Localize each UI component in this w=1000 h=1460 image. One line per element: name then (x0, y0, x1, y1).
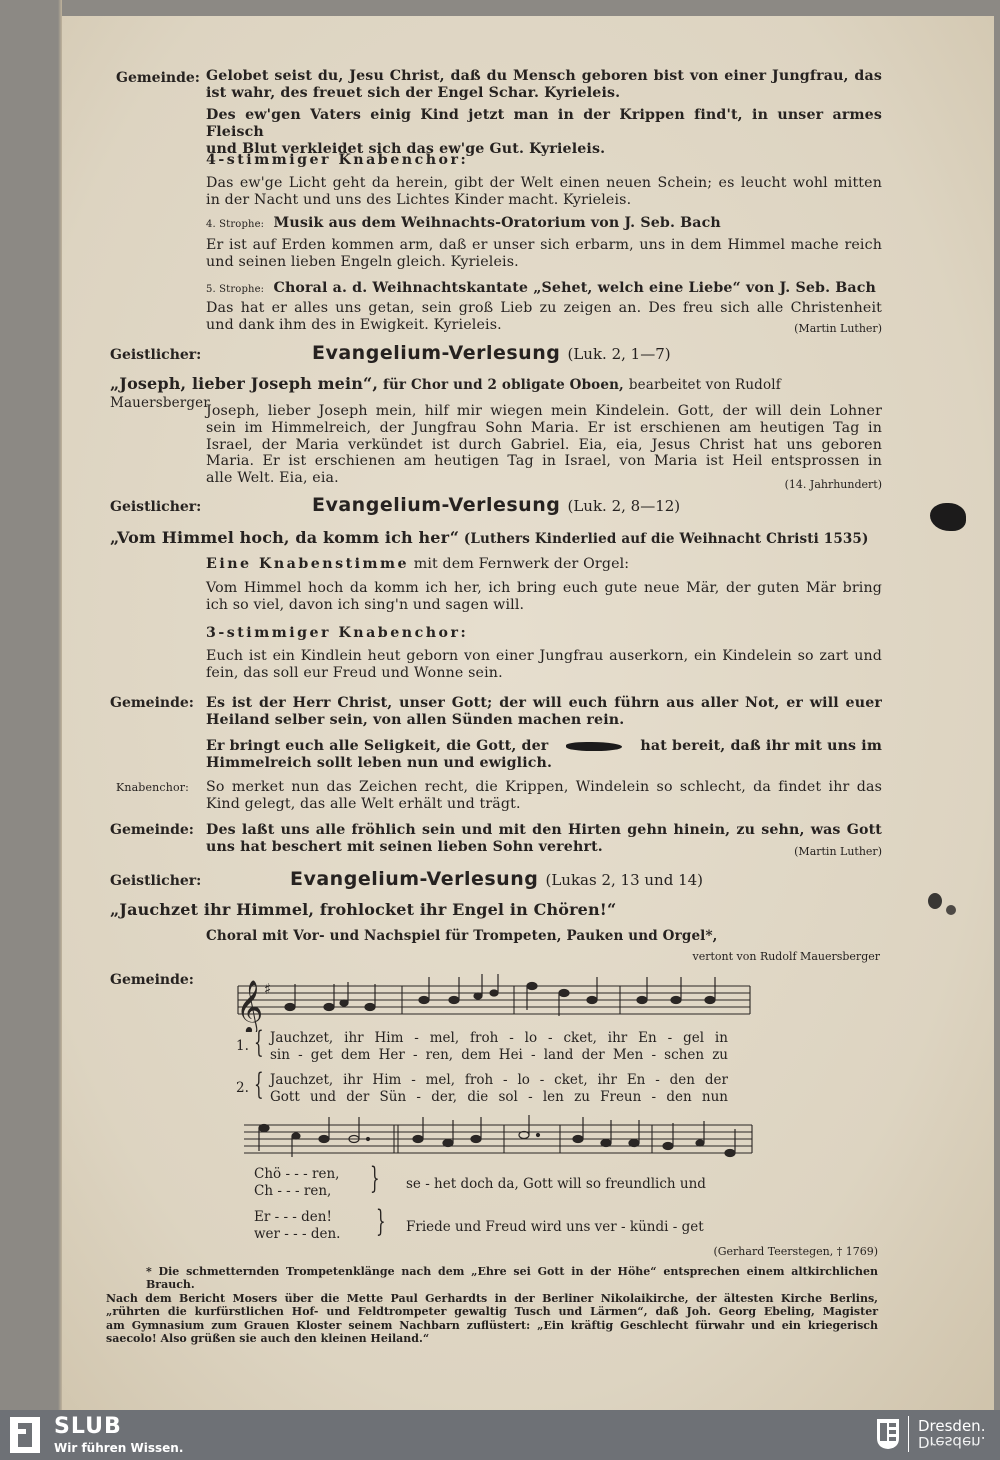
lyric-ending: wer - - - den. (254, 1226, 341, 1242)
lyric-continuation: Friede und Freud wird uns ver - kündi - get (406, 1219, 704, 1235)
lyric-syllable: ihr (597, 1072, 617, 1088)
lyric-line: alle Welt. Eia, eia. (206, 470, 339, 487)
lyric-syllable: der (704, 1072, 728, 1088)
solo-lyrics (206, 580, 882, 614)
lyric-syllable: nun (701, 1089, 728, 1105)
hymn-verse-2 (206, 107, 882, 157)
lyric-syllable: Jauchzet, (270, 1030, 334, 1046)
lyric-syllable: zu (712, 1047, 728, 1063)
lyric-syllable: Her (378, 1047, 405, 1063)
lyric-row-4 (270, 1089, 728, 1105)
lyric-syllable: - (539, 1072, 545, 1088)
lyric-syllable: sol (498, 1089, 518, 1105)
verse-5-title: Choral a. d. Weihnachtskantate „Sehet, welch eine Liebe“ von J. Seb. Bach (273, 280, 877, 296)
verse-fragment: Er bringt euch alle Seligkeit, die Gott, der (206, 738, 549, 754)
lyric-ending: Ch - - - ren, (254, 1183, 332, 1199)
author-credit: (Gerhard Teerstegen, † 1769) (713, 1245, 878, 1258)
verse-number: 4. Strophe: (206, 219, 265, 230)
gospel-reading-1 (312, 342, 671, 364)
label-geistlicher: Geistlicher: (110, 347, 202, 363)
scan-edge-left (0, 0, 62, 1410)
lyric-line: Vom Himmel hoch da komm ich her, ich bring euch gute neue Mär, der guten Mär bring (206, 580, 882, 596)
music-staff-1 (232, 972, 754, 1032)
lyric-syllable: - (412, 1047, 418, 1063)
verse-line: Heiland selber sein, von allen Sünden machen rein. (206, 711, 625, 728)
stanza-number: 2. (236, 1080, 249, 1096)
lyric-syllable: den (669, 1072, 695, 1088)
lyric-syllable: Freun (600, 1089, 642, 1105)
author-credit: (Martin Luther) (794, 845, 882, 858)
verse-line: uns hat beschert mit seinen lieben Sohn verehrt. (206, 838, 603, 855)
lyric-syllable: der, (431, 1089, 458, 1105)
lyric-syllable: und (309, 1089, 337, 1105)
lyric-syllable: froh (464, 1072, 494, 1088)
verse-line: Das ew'ge Licht geht da herein, gibt der Welt einen neuen Schein; es leucht wohl mitten (206, 175, 882, 191)
lyric-syllable: - (651, 1047, 657, 1063)
lyric-syllable: Gott (270, 1089, 300, 1105)
hymn-verse-4 (206, 237, 882, 271)
gospel-title: Evangelium-Verlesung (312, 494, 561, 516)
sharp-icon: ♯ (264, 980, 272, 998)
lyric-syllable: dem (461, 1047, 491, 1063)
label-gemeinde: Gemeinde: (110, 972, 194, 988)
verse-fragment: hat bereit, daß ihr mit uns im (640, 738, 882, 754)
lyric-syllable: lo (524, 1030, 538, 1046)
lyric-syllable: Him (372, 1072, 402, 1088)
music-staff-2 (242, 1115, 756, 1171)
lyric-syllable: land (543, 1047, 574, 1063)
piece-title-vom-himmel (110, 530, 882, 548)
lyric-line: Joseph, lieber Joseph mein, hilf mir wiegen mein Kindelein. Gott, der will dein Lohner (206, 403, 882, 419)
piece-arranger: bearbeitet von Rudolf Mauersberger (110, 377, 781, 411)
verse-line: Das hat er alles uns getan, sein groß Lieb zu zeigen an. Des freu sich alle Christenheit (206, 300, 882, 316)
lyric-syllable: - (531, 1047, 536, 1063)
lyric-line: Israel, der Maria verkündet ist durch Gabriel. Eia, eia, Jesus Christ hat uns geboren (206, 436, 882, 453)
hymn-verse-3 (206, 175, 882, 209)
slub-brand[interactable]: SLUB (54, 1414, 122, 1439)
verse-line: und Blut verkleidet sich das ew'ge Gut. Kyrieleis. (206, 140, 606, 157)
library-footer-bar (0, 1410, 1000, 1460)
label-knabenchor: Knabenchor: (116, 781, 189, 794)
lyric-row-2 (270, 1047, 728, 1063)
lyric-syllable: - (509, 1030, 514, 1046)
lyric-syllable: zu (574, 1089, 590, 1105)
brace-icon: { (254, 1067, 264, 1102)
joseph-lyrics (206, 403, 882, 487)
lyric-syllable: der (346, 1089, 370, 1105)
lyric-line: sein im Himmelreich, der Jungfrau Sohn Maria. Er ist erschienen am heutigen Tag in (206, 419, 882, 436)
ink-stain-small (946, 905, 956, 915)
lyric-syllable: cket, (563, 1030, 597, 1046)
lyric-syllable: Hei (498, 1047, 523, 1063)
lyric-line: fein, das soll eur Freud und Wonne sein. (206, 664, 503, 681)
verse-number: 5. Strophe: (206, 284, 265, 295)
brace-icon: { (254, 1025, 264, 1060)
verse-line: Des laßt uns alle fröhlich sein und mit den Hirten gehn hinein, zu sehn, was Gott (206, 822, 882, 838)
verse-line: in der Nacht und uns des Lichtes Kinder macht. Kyrieleis. (206, 191, 632, 208)
piece-title-jauchzet: „Jauchzet ihr Himmel, frohlocket ihr Engel in Chören!“ (110, 900, 617, 919)
hymn-verse-1 (206, 68, 882, 102)
lyric-syllable: ihr (343, 1072, 363, 1088)
lyric-syllable: - (548, 1030, 553, 1046)
lyric-row-3 (270, 1072, 728, 1088)
lyric-syllable: schen (664, 1047, 705, 1063)
lyric-syllable: - (414, 1030, 419, 1046)
lyric-line: Euch ist ein Kindlein heut geborn von einer Jungfrau auserkorn, ein Kindelein so zart und (206, 648, 882, 664)
slub-logo-icon[interactable] (10, 1417, 40, 1453)
lyric-ending: Er - - - den! (254, 1209, 332, 1225)
verse-line: Gelobet seist du, Jesu Christ, daß du Mensch geboren bist von einer Jungfrau, das (206, 68, 882, 84)
piece-title: „Vom Himmel hoch, da komm ich her“ (110, 528, 460, 547)
gospel-reading-2 (312, 494, 680, 516)
lyric-syllable: - (655, 1072, 660, 1088)
treble-clef-icon: 𝄞 (236, 979, 264, 1032)
lyric-syllable: - (411, 1072, 416, 1088)
piece-scoring: für Chor und 2 obligate Oboen, (382, 377, 624, 393)
lyric-syllable: Jauchzet, (270, 1072, 334, 1088)
verse-line: und dank ihm des in Ewigkeit. Kyrieleis. (206, 316, 502, 333)
congregation-verse-1 (206, 695, 882, 729)
gospel-title: Evangelium-Verlesung (312, 342, 561, 364)
lyric-syllable: Him (374, 1030, 404, 1046)
gospel-reference: (Luk. 2, 8—12) (567, 497, 681, 515)
gospel-reading-3 (290, 868, 703, 890)
footnote-line: saecolo! Also grüßen sie auch den kleinen Heiland.“ (106, 1332, 430, 1346)
lyric-syllable: Men (612, 1047, 644, 1063)
verse-4-heading (206, 215, 882, 234)
verse-line: Er ist auf Erden kommen arm, daß er unser sich erbarm, uns in dem Himmel mache reich (206, 237, 882, 253)
verse-line: Kind gelegt, das alle Welt erhält und trägt. (206, 795, 521, 812)
footer-divider (908, 1416, 909, 1452)
lyric-line: ich so viel, davon ich sing'n und sagen will. (206, 596, 525, 613)
lyric-syllable: En (638, 1030, 657, 1046)
label-gemeinde: Gemeinde: (116, 70, 200, 86)
lyric-syllable: - (416, 1089, 421, 1105)
dresden-wordmark-reflection: Dresden. (918, 1433, 986, 1451)
choir-heading: 4-stimmiger Knabenchor: (206, 152, 469, 168)
brace-icon: } (376, 1204, 386, 1239)
verse-line: und seinen lieben Engeln gleich. Kyrieleis. (206, 253, 519, 270)
brace-icon: } (370, 1161, 380, 1196)
lyric-row-1 (270, 1030, 728, 1046)
verse-line: Des ew'gen Vaters einig Kind jetzt man in der Krippen find't, in unser armes Fleisch (206, 107, 882, 140)
lyric-syllable: froh (470, 1030, 499, 1046)
piece-subtitle: (Luthers Kinderlied auf die Weihnacht Christi 1535) (463, 531, 869, 547)
verse-5-heading (206, 280, 882, 299)
lyric-syllable: - (528, 1089, 533, 1105)
solo-accompaniment: mit dem Fernwerk der Orgel: (413, 556, 630, 572)
scan-edge-right (994, 0, 1000, 1410)
lyric-syllable: - (651, 1089, 657, 1105)
verse-line: Es ist der Herr Christ, unser Gott; der will euch führn aus aller Not, er will euer (206, 695, 882, 711)
lyric-syllable: En (626, 1072, 646, 1088)
footnote-line: * Die schmetternden Trompetenklänge nach dem „Ehre sei Gott in der Höhe“ entsprechen einem altkirchlichen Brauch. (146, 1265, 878, 1292)
lyric-syllable: Sün (379, 1089, 407, 1105)
ink-stain (930, 503, 966, 531)
lyric-syllable: - (298, 1047, 303, 1063)
lyric-syllable: sin (270, 1047, 290, 1063)
lyric-syllable: lo (517, 1072, 530, 1088)
choir-lyrics (206, 648, 882, 682)
verse-4-title: Musik aus dem Weihnachts-Oratorium von J. Seb. Bach (273, 215, 721, 231)
verse-line: So merket nun das Zeichen recht, die Krippen, Windelein so schlecht, da findet ihr das (206, 779, 882, 795)
lyric-syllable: mel, (425, 1072, 456, 1088)
lyric-syllable: - (667, 1030, 673, 1046)
lyric-syllable: den (666, 1089, 692, 1105)
composer-credit: vertont von Rudolf Mauersberger (692, 950, 880, 963)
lyric-syllable: die (467, 1089, 489, 1105)
lyric-syllable: ren, (425, 1047, 454, 1063)
gospel-reference: (Lukas 2, 13 und 14) (545, 871, 704, 889)
lyric-syllable: mel, (429, 1030, 460, 1046)
lyric-syllable: cket, (554, 1072, 588, 1088)
lyric-syllable: ihr (607, 1030, 628, 1046)
verse-line: Himmelreich sollt leben nun und ewiglich. (206, 754, 553, 771)
ink-stain-small (928, 893, 942, 909)
dresden-wordmark[interactable]: Dresden. (918, 1417, 986, 1435)
boys-choir-verse (206, 779, 882, 813)
lyric-syllable: dem (341, 1047, 371, 1063)
choir-heading: 3-stimmiger Knabenchor: (206, 625, 469, 641)
dresden-seal-icon (876, 1418, 900, 1450)
solo-voice: Eine Knabenstimme (206, 556, 410, 572)
lyric-syllable: len (542, 1089, 564, 1105)
lyric-line: Maria. Er ist erschienen am heutigen Tag in Israel, von Maria ist Heil entsprossen in (206, 453, 882, 470)
slub-tagline: Wir führen Wissen. (54, 1441, 184, 1455)
lyric-syllable: gel (683, 1030, 705, 1046)
gospel-title: Evangelium-Verlesung (290, 868, 539, 890)
label-geistlicher: Geistlicher: (110, 873, 202, 889)
lyric-syllable: ihr (344, 1030, 364, 1046)
verse-line: ist wahr, des freuet sich der Engel Schar. Kyrieleis. (206, 84, 621, 101)
lyric-ending: Chö - - - ren, (254, 1166, 340, 1182)
piece-subtitle: Choral mit Vor- und Nachspiel für Trompeten, Pauken und Orgel*, (206, 928, 718, 944)
scan-edge-top (0, 0, 1000, 16)
author-credit: (Martin Luther) (794, 322, 882, 335)
piece-title: „Joseph, lieber Joseph mein“, (110, 374, 379, 393)
stanza-number: 1. (236, 1038, 249, 1054)
lyric-syllable: in (714, 1030, 728, 1046)
footnote-line: am Gymnasium zum Grauen Kloster seinem Nachbarn zuflüstert: „Ein kräftig Geschlecht fürwahr und ein kriegerisch (106, 1318, 878, 1332)
footnote (106, 1265, 878, 1345)
label-gemeinde: Gemeinde: (110, 822, 194, 838)
footnote-line: „rührten die kurfürstlichen Hof- und Feldtrompeter gewaltig Tusch und Lärmen“, daß Joh. Georg Ebeling, Magister (106, 1305, 878, 1319)
lyric-syllable: der (581, 1047, 605, 1063)
lyric-syllable: - (503, 1072, 508, 1088)
congregation-verse-2 (206, 738, 882, 772)
solo-heading (206, 556, 629, 573)
label-geistlicher: Geistlicher: (110, 499, 202, 515)
lyric-syllable: get (310, 1047, 333, 1063)
lyric-continuation: se - het doch da, Gott will so freundlich und (406, 1176, 706, 1192)
author-credit: (14. Jahrhundert) (784, 478, 882, 491)
ink-blot (566, 742, 622, 751)
verse-line (206, 738, 882, 755)
label-gemeinde: Gemeinde: (110, 695, 194, 711)
gospel-reference: (Luk. 2, 1—7) (567, 345, 671, 363)
footnote-line: Nach dem Bericht Mosers über die Mette Paul Gerhardts in der Berliner Nikolaikirche, der ältesten Kirche Berlins, (106, 1291, 878, 1305)
